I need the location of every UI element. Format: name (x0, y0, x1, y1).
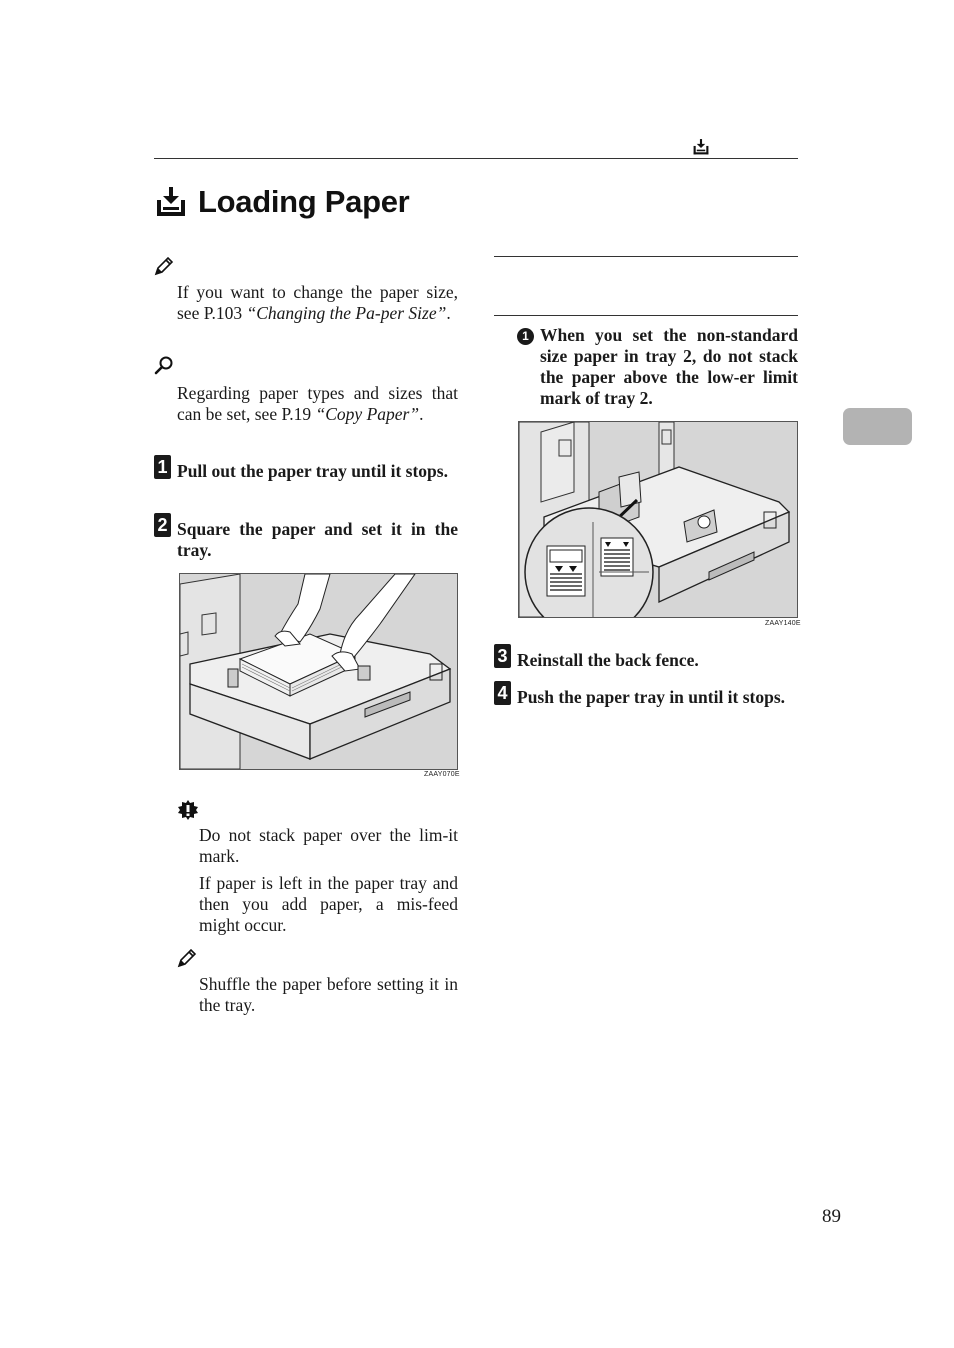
step-text: Push the paper tray in until it stops. (517, 687, 786, 707)
load-paper-icon (692, 138, 710, 156)
pencil-icon (154, 256, 174, 276)
section-rule (494, 256, 798, 257)
step-number: 4 (494, 681, 511, 705)
step-number: 2 (154, 513, 171, 537)
note-ref-page: P.103 (203, 303, 247, 323)
step-text: Pull out the paper tray until it stops. (177, 461, 448, 481)
load-paper-icon (154, 185, 188, 219)
important-item: If paper is left in the paper tray and then you add paper, a mis-feed might occur. (199, 873, 458, 935)
page-number: 89 (822, 1206, 841, 1227)
reference-ref-page: P.19 (281, 404, 316, 424)
step-number: 1 (154, 455, 171, 479)
pencil-icon (177, 948, 197, 968)
note-ref-title: “Changing the Pa-per Size” (246, 303, 447, 323)
page-title (154, 180, 409, 224)
substep-text: When you set the non-standard size paper in tray 2, do not stack the paper above the low-er limit mark of tray 2. (540, 325, 798, 408)
reference-paragraph (177, 383, 458, 425)
step-text: Square the paper and set it in the tray. (177, 519, 458, 560)
reference-text-end: . (419, 404, 424, 424)
figure-code: ZAAY140E (765, 620, 801, 627)
step-text: Reinstall the back fence. (517, 650, 699, 670)
figure-code: ZAAY070E (424, 771, 460, 778)
header-rule (154, 158, 798, 159)
important-icon (177, 799, 197, 819)
chapter-tab (843, 408, 912, 445)
note-text-end: . (446, 303, 451, 323)
section-rule (494, 315, 798, 316)
limit-mark-illustration (518, 421, 798, 618)
reference-ref-title: “Copy Paper” (315, 404, 420, 424)
reference-text: Regarding paper types and sizes that can be set, see (177, 383, 458, 424)
important-item: Do not stack paper over the lim-it mark. (199, 825, 458, 866)
note-text: If you want to change the paper size, see (177, 282, 458, 323)
step-number: 3 (494, 644, 511, 668)
title-text: Loading Paper (198, 184, 410, 219)
paper-tray-illustration (179, 573, 458, 770)
note-paragraph: Shuffle the paper before setting it in the tray. (199, 974, 458, 1015)
note-paragraph (177, 282, 458, 324)
magnifier-icon (154, 355, 174, 375)
substep-bullet: 1 (517, 328, 534, 345)
